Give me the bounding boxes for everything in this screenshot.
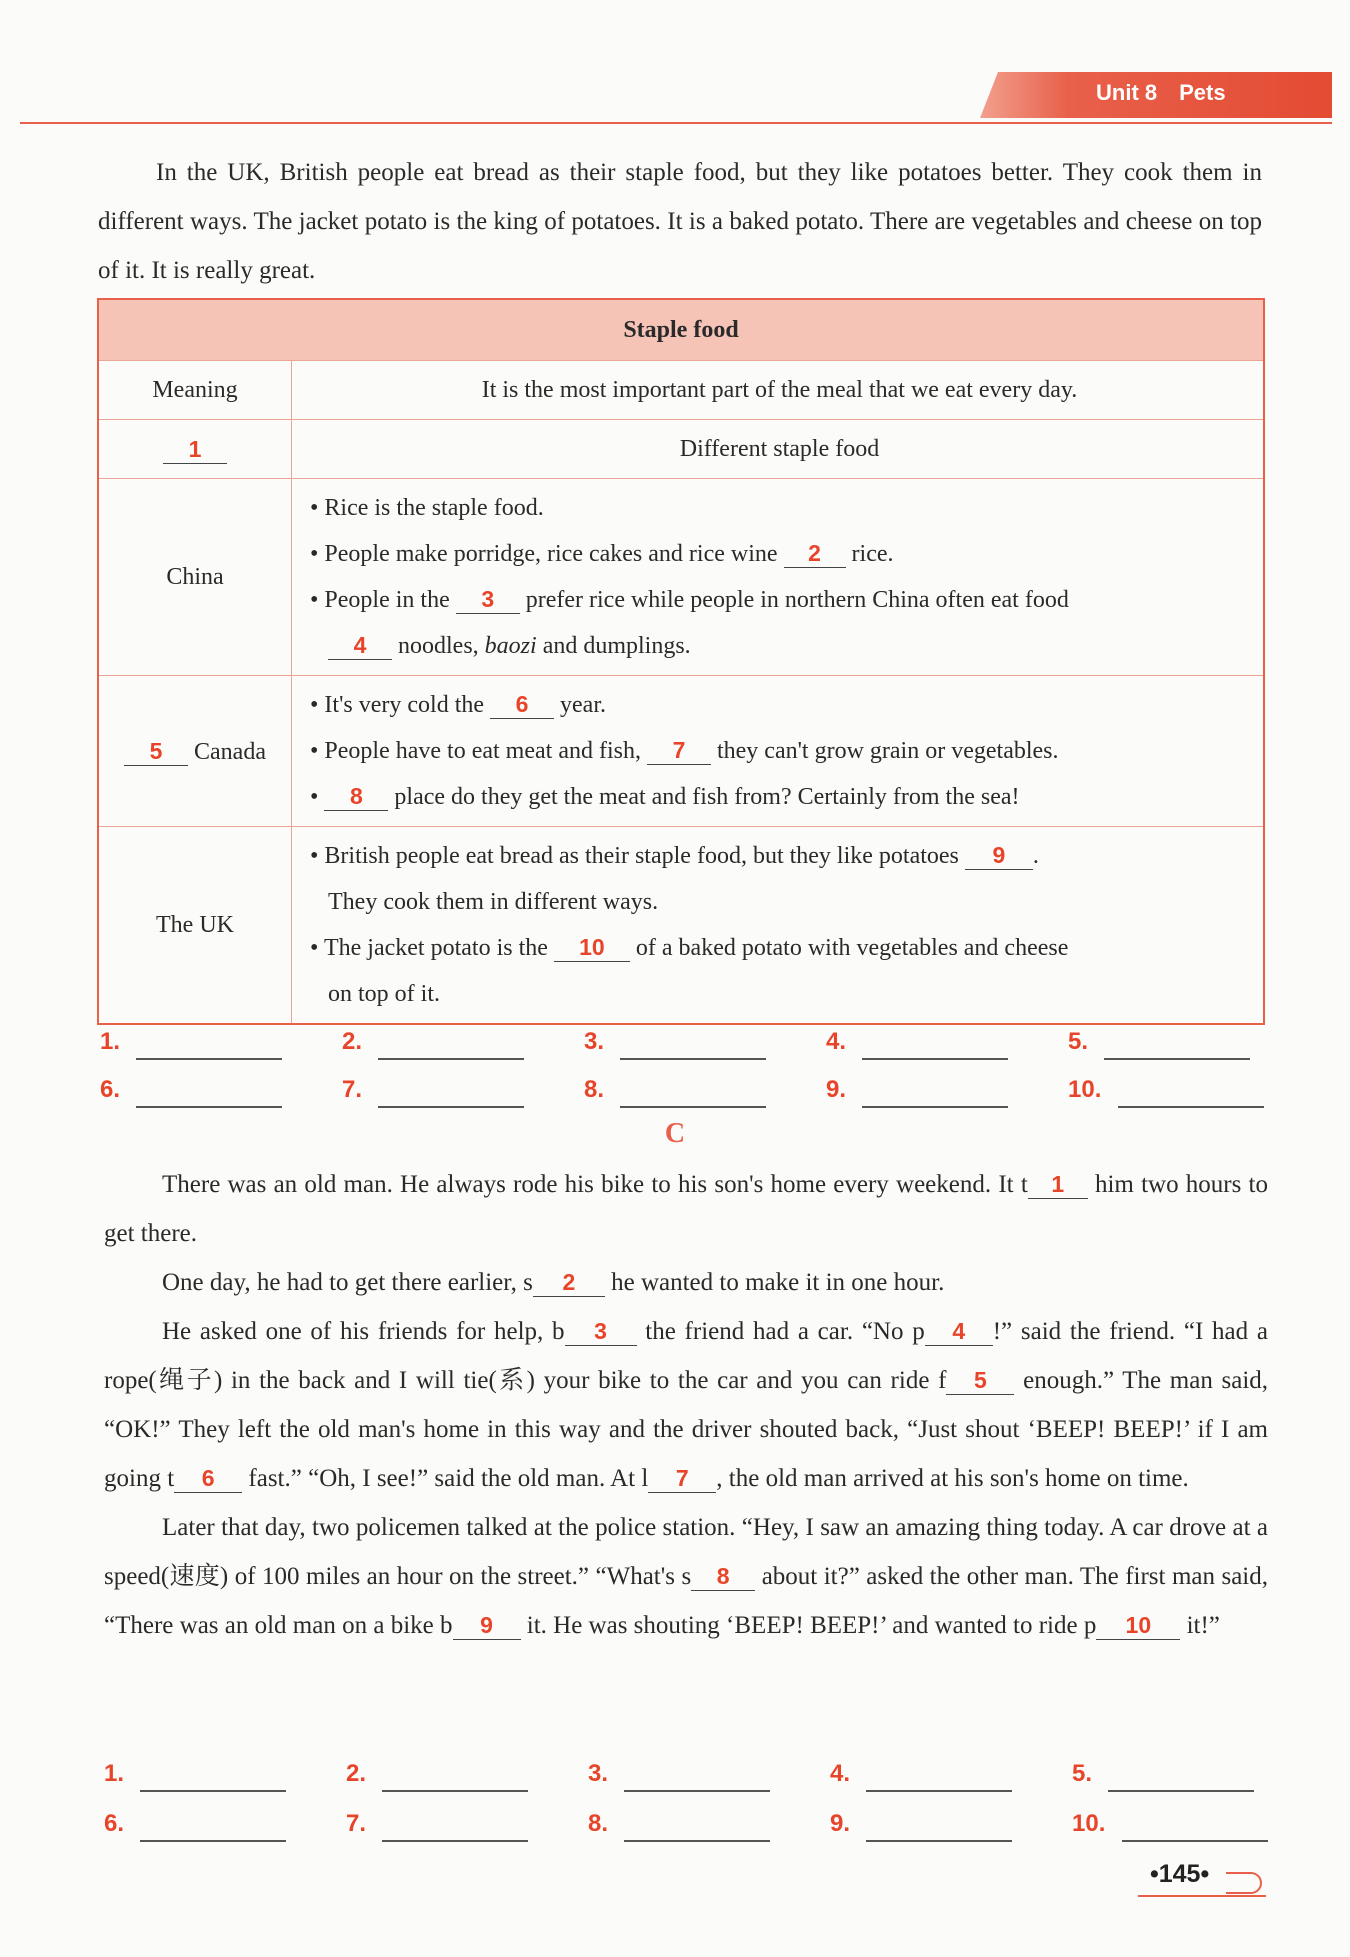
blank-9[interactable]: 9: [965, 841, 1033, 870]
c-p3-mid: the friend had a car. “No: [645, 1318, 904, 1345]
china-noodles: noodles,: [398, 633, 479, 659]
canada-label-cell: [98, 676, 292, 827]
c-blank-1[interactable]: 1: [1028, 1170, 1088, 1199]
answer-line[interactable]: [862, 1058, 1008, 1060]
answer-label: 1.: [100, 1028, 121, 1055]
answer-line[interactable]: [1108, 1790, 1254, 1792]
answer-label: 4.: [830, 1760, 851, 1787]
uk-bullet-2-mid: of a baked potato with vegetables and cheese: [635, 935, 1069, 961]
answer-label: 8.: [588, 1810, 609, 1837]
section-c-passage: [104, 1160, 1268, 1650]
answer-label: 7.: [342, 1076, 363, 1103]
c-p4-mid: about it?” asked the other man. The first man said, “There was an old man on a bike: [104, 1563, 1269, 1639]
answer-row-b-2: [100, 1072, 1270, 1112]
answer-line[interactable]: [140, 1790, 286, 1792]
c-p3-text: He asked one of his friends for help,: [162, 1318, 544, 1345]
answer-label: 9.: [830, 1810, 851, 1837]
answer-line[interactable]: [624, 1840, 770, 1842]
china-cell: • Rice is the staple food. • People make porridge, rice cakes and rice wine 2 rice. • People in the 3 prefer rice while people in northern China often eat food 4 noodles, baozi and dumplings.: [292, 479, 1265, 676]
c-blank-8[interactable]: 8: [691, 1562, 755, 1591]
answer-line[interactable]: [1118, 1106, 1264, 1108]
staple-food-table: [97, 298, 1265, 1025]
answer-row-b-1: [100, 1024, 1270, 1064]
c-blank-7[interactable]: 7: [648, 1464, 716, 1493]
blank-2[interactable]: 2: [784, 539, 846, 568]
canada-bullet-1-text: It's very cold the: [324, 692, 485, 718]
header-rule: [20, 122, 1332, 124]
section-c-heading: C: [664, 1118, 686, 1149]
china-bullet-1: Rice is the staple food.: [324, 495, 544, 521]
answer-row-c-2: [104, 1806, 1274, 1846]
c-blank-4[interactable]: 4: [925, 1317, 993, 1346]
answer-line[interactable]: [866, 1840, 1012, 1842]
page-number: •145•: [1150, 1860, 1210, 1888]
uk-bullet-2-cont: on top of it.: [328, 981, 440, 1007]
c-letter-s: s: [523, 1269, 533, 1296]
c-letter-l: l: [641, 1465, 649, 1492]
c-p3-end: , the old man arrived at his son's home on time.: [716, 1465, 1189, 1492]
c-blank-5[interactable]: 5: [946, 1366, 1014, 1395]
blank-5[interactable]: 5: [124, 737, 188, 766]
china-bullet-2-end: rice.: [851, 541, 894, 567]
page-turn-arrow-icon: [1226, 1872, 1262, 1894]
c-p3-rope: !” said the friend. “I had a rope(绳子) in the back and I will tie(系) your bike to the car and you can ride: [104, 1318, 1268, 1394]
uk-bullet-1-end: .: [1032, 843, 1039, 869]
answer-line[interactable]: [136, 1058, 282, 1060]
china-baozi: baozi: [484, 633, 537, 659]
c-blank-2[interactable]: 2: [533, 1268, 605, 1297]
china-label: China: [98, 479, 292, 676]
answer-line[interactable]: [624, 1790, 770, 1792]
answer-line[interactable]: [620, 1058, 766, 1060]
canada-bullet-2-end: they can't grow grain or vegetables.: [716, 738, 1059, 764]
c-p2-text: One day, he had to get there earlier,: [162, 1269, 517, 1296]
answer-label: 3.: [584, 1028, 605, 1055]
blank-10[interactable]: 10: [554, 933, 630, 962]
c-blank-3[interactable]: 3: [565, 1317, 637, 1346]
c-p4-beep: it. He was shouting ‘BEEP! BEEP!’ and wanted to ride: [526, 1612, 1078, 1639]
china-bullet-3-mid: prefer rice while people in northern China often eat food: [525, 587, 1069, 613]
answer-label: 10.: [1072, 1810, 1106, 1837]
c-p4-text: Later that day, two policemen talked at the police station. “Hey, I saw an amazing thing today. A car drove at a speed(速度) of 100 miles an hour on the street.” “What's: [104, 1514, 1268, 1590]
answer-label: 1.: [104, 1760, 125, 1787]
answer-line[interactable]: [140, 1840, 286, 1842]
blank-3[interactable]: 3: [456, 585, 520, 614]
uk-bullet-2-text: The jacket potato is the: [323, 935, 548, 961]
c-letter-b2: b: [440, 1612, 453, 1639]
c-blank-10[interactable]: 10: [1096, 1611, 1180, 1640]
c-letter-p: p: [912, 1318, 925, 1345]
meaning-label: Meaning: [98, 361, 292, 420]
unit-title: Pets: [1179, 80, 1226, 105]
c-letter-s2: s: [681, 1563, 692, 1590]
different-staple-food: Different staple food: [292, 420, 1265, 479]
unit-header: [1096, 80, 1248, 106]
blank-4[interactable]: 4: [328, 631, 392, 660]
answer-label: 8.: [584, 1076, 605, 1103]
answer-line[interactable]: [620, 1106, 766, 1108]
answer-label: 5.: [1068, 1028, 1089, 1055]
meaning-text: It is the most important part of the meal that we eat every day.: [292, 361, 1265, 420]
canada-bullet-1-end: year.: [560, 692, 606, 718]
c-p1-end: him two hours to get there.: [104, 1171, 1269, 1247]
canada-bullet-2-text: People have to eat meat and fish,: [324, 738, 641, 764]
answer-label: 7.: [346, 1810, 367, 1837]
china-dumplings: and dumplings.: [542, 633, 691, 659]
canada-label: Canada: [194, 738, 266, 765]
c-blank-6[interactable]: 6: [174, 1464, 242, 1493]
uk-label: The UK: [98, 827, 292, 1025]
answer-label: 3.: [588, 1760, 609, 1787]
answer-line[interactable]: [382, 1840, 528, 1842]
page-number-rule: [1138, 1895, 1266, 1897]
canada-cell: • It's very cold the 6 year. • People have to eat meat and fish, 7 they can't grow grain or vegetables. • 8 place do they get the meat and fish from? Certainly from the sea!: [292, 676, 1265, 827]
answer-row-c-1: [104, 1756, 1274, 1796]
table-title: Staple food: [98, 299, 1264, 361]
china-bullet-2-text: People make porridge, rice cakes and rice wine: [324, 541, 778, 567]
answer-line[interactable]: [1122, 1840, 1268, 1842]
c-p4-end: it!”: [1186, 1612, 1220, 1639]
intro-paragraph: [98, 148, 1262, 295]
answer-label: 6.: [104, 1810, 125, 1837]
answer-line[interactable]: [378, 1058, 524, 1060]
uk-bullet-1-cont: They cook them in different ways.: [328, 889, 659, 915]
answer-label: 5.: [1072, 1760, 1093, 1787]
answer-label: 2.: [342, 1028, 363, 1055]
china-bullet-3-text: People in the: [324, 587, 450, 613]
c-letter-p2: p: [1083, 1612, 1097, 1639]
uk-cell: • British people eat bread as their staple food, but they like potatoes 9 . They cook them in different ways. • The jacket potato is the 10 of a baked potato with vegetables and cheese on top of it.: [292, 827, 1265, 1025]
c-p1-text: There was an old man. He always rode his bike to his son's home every weekend. It: [162, 1171, 1014, 1198]
answer-line[interactable]: [1104, 1058, 1250, 1060]
c-letter-f: f: [938, 1367, 947, 1394]
answer-line[interactable]: [378, 1106, 524, 1108]
uk-bullet-1-text: British people eat bread as their staple food, but they like potatoes: [324, 843, 959, 869]
c-p2-end: he wanted to make it in one hour.: [611, 1269, 945, 1296]
c-p3-beep: enough.” The man said, “OK!” They left the old man's home in this way and the driver shouted back, “Just shout ‘BEEP! BEEP!’ if I am going: [104, 1367, 1269, 1492]
c-p3-see: fast.” “Oh, I see!” said the old man. At: [248, 1465, 636, 1492]
blank-1[interactable]: 1: [163, 435, 227, 464]
row-blank-1: [98, 420, 292, 479]
answer-line[interactable]: [866, 1790, 1012, 1792]
intro-text: In the UK, British people eat bread as their staple food, but they like potatoes better. They cook them in different ways. The jacket potato is the king of potatoes. It is a baked potato. There are vegetables and cheese on top of it. It is really great.: [98, 159, 1262, 284]
answer-line[interactable]: [382, 1790, 528, 1792]
answer-label: 2.: [346, 1760, 367, 1787]
unit-label: Unit 8: [1096, 80, 1158, 105]
blank-7[interactable]: 7: [647, 736, 711, 765]
answer-label: 6.: [100, 1076, 121, 1103]
answer-label: 4.: [826, 1028, 847, 1055]
c-letter-t: t: [1020, 1171, 1028, 1198]
blank-8[interactable]: 8: [324, 782, 388, 811]
answer-label: 10.: [1068, 1076, 1102, 1103]
answer-line[interactable]: [136, 1106, 282, 1108]
c-letter-b: b: [552, 1318, 565, 1345]
answer-line[interactable]: [862, 1106, 1008, 1108]
canada-bullet-3-text: place do they get the meat and fish from? Certainly from the sea!: [394, 784, 1020, 810]
c-letter-t2: t: [167, 1465, 175, 1492]
answer-label: 9.: [826, 1076, 847, 1103]
blank-6[interactable]: 6: [490, 690, 554, 719]
c-blank-9[interactable]: 9: [453, 1611, 521, 1640]
